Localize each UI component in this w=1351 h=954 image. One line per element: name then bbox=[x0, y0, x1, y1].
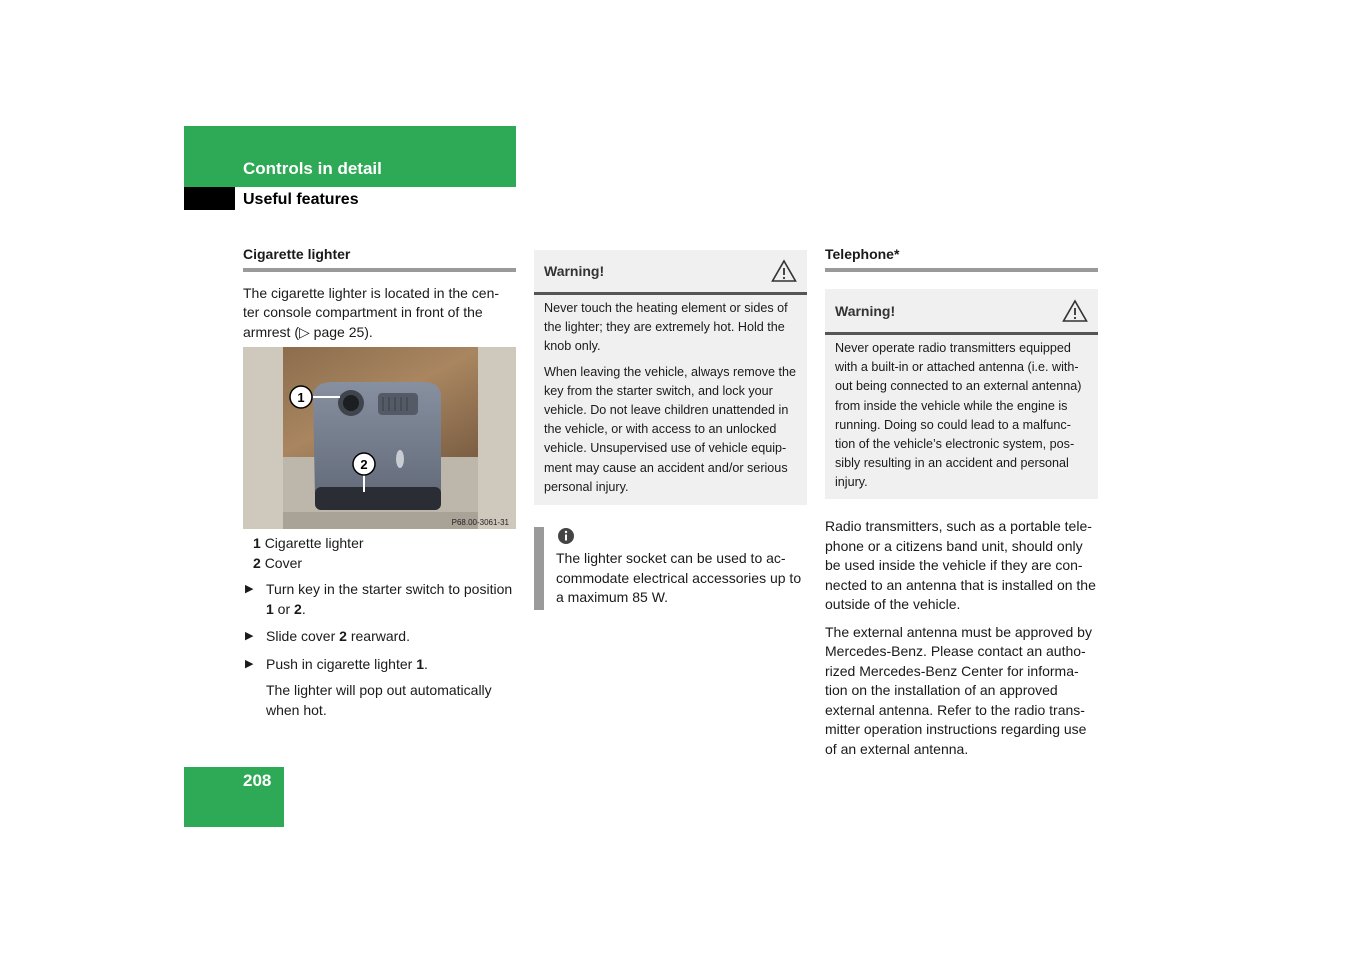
telephone-paragraph: The external antenna must be approved by Mercedes-Benz. Please contact an autho- rized Mercedes-Benz Center for informa- tion on the installation of an approved external antenna. Refer to the radio trans- mitter operation instructions regarding use of an external antenna. bbox=[825, 623, 1092, 757]
warning-triangle-icon bbox=[1062, 299, 1088, 323]
warning-body bbox=[534, 295, 807, 509]
info-text: The lighter socket can be used to ac- commodate electrical accessories up to a maximum 85 W. bbox=[556, 550, 802, 605]
step-item: ▶ Push in cigarette lighter 1. bbox=[243, 655, 516, 675]
page-number: 208 bbox=[243, 771, 272, 790]
legend-item: 1 Cigarette lighter bbox=[253, 535, 364, 551]
instruction-steps bbox=[243, 580, 516, 720]
telephone-heading: Telephone* bbox=[825, 245, 1098, 272]
cigarette-lighter-photo bbox=[243, 347, 516, 529]
step-item: ▶ Slide cover 2 rearward. bbox=[243, 627, 516, 647]
photo-legend bbox=[253, 534, 364, 573]
step-item: ▶ Turn key in the starter switch to position 1 or 2. bbox=[245, 581, 513, 617]
step-note: The lighter will pop out automatically when hot. bbox=[266, 682, 492, 718]
lighter-warning-box bbox=[534, 250, 807, 505]
bullet-arrow-icon: ▶ bbox=[245, 630, 254, 642]
cigarette-lighter-heading: Cigarette lighter bbox=[243, 245, 516, 272]
warning-body bbox=[825, 335, 1098, 505]
bullet-arrow-icon: ▶ bbox=[245, 583, 254, 595]
legend-item: 2 Cover bbox=[253, 554, 303, 571]
image-code: P68.00-3061-31 bbox=[451, 518, 509, 527]
warning-header bbox=[534, 250, 807, 295]
console-illustration bbox=[243, 347, 516, 529]
section-subtitle: Useful features bbox=[243, 191, 359, 208]
warning-paragraph: Never operate radio transmitters equipped with a built-in or attached antenna (i.e. with- out being connected to an external antenna) from inside the vehicle while the engine is running. Doing so could lead to a malfunc- tion of the vehicle’s electronic system, pos- sibly resulting in an accident and personal injury. bbox=[835, 341, 1082, 490]
bullet-arrow-icon: ▶ bbox=[245, 657, 254, 670]
left-column bbox=[243, 245, 516, 342]
chapter-title: Controls in detail bbox=[243, 159, 382, 178]
telephone-paragraph: Radio transmitters, such as a portable tele- phone or a citizens band unit, should only be used inside the vehicle if they are con- nected to an antenna that is installed on the outside of the vehicle. bbox=[825, 518, 1096, 612]
warning-title: Warning! bbox=[544, 263, 605, 279]
header-tab-marker bbox=[184, 187, 235, 210]
cigarette-lighter-intro: The cigarette lighter is located in the cen- ter console compartment in front of the armrest (▷ page 25). bbox=[243, 284, 500, 340]
info-note bbox=[534, 527, 806, 610]
warning-paragraph: When leaving the vehicle, always remove the key from the starter switch, and lock your vehicle. Do not leave children unattended in the vehicle, or with access to an unlocked vehicle. Unsupervised use of vehicle equip- ment may cause an accident and/or serious personal injury. bbox=[544, 364, 797, 494]
callout-1-label: 1 bbox=[297, 390, 305, 405]
warning-triangle-icon bbox=[771, 259, 797, 283]
telephone-warning-box bbox=[825, 289, 1098, 499]
right-column bbox=[825, 245, 1098, 272]
telephone-text bbox=[825, 517, 1100, 759]
warning-paragraph: Never touch the heating element or sides of the lighter; they are extremely hot. Hold the knob only. bbox=[544, 301, 788, 354]
info-icon bbox=[556, 527, 576, 547]
callout-2-label: 2 bbox=[360, 457, 368, 472]
warning-title: Warning! bbox=[835, 302, 896, 319]
warning-header bbox=[825, 289, 1098, 335]
